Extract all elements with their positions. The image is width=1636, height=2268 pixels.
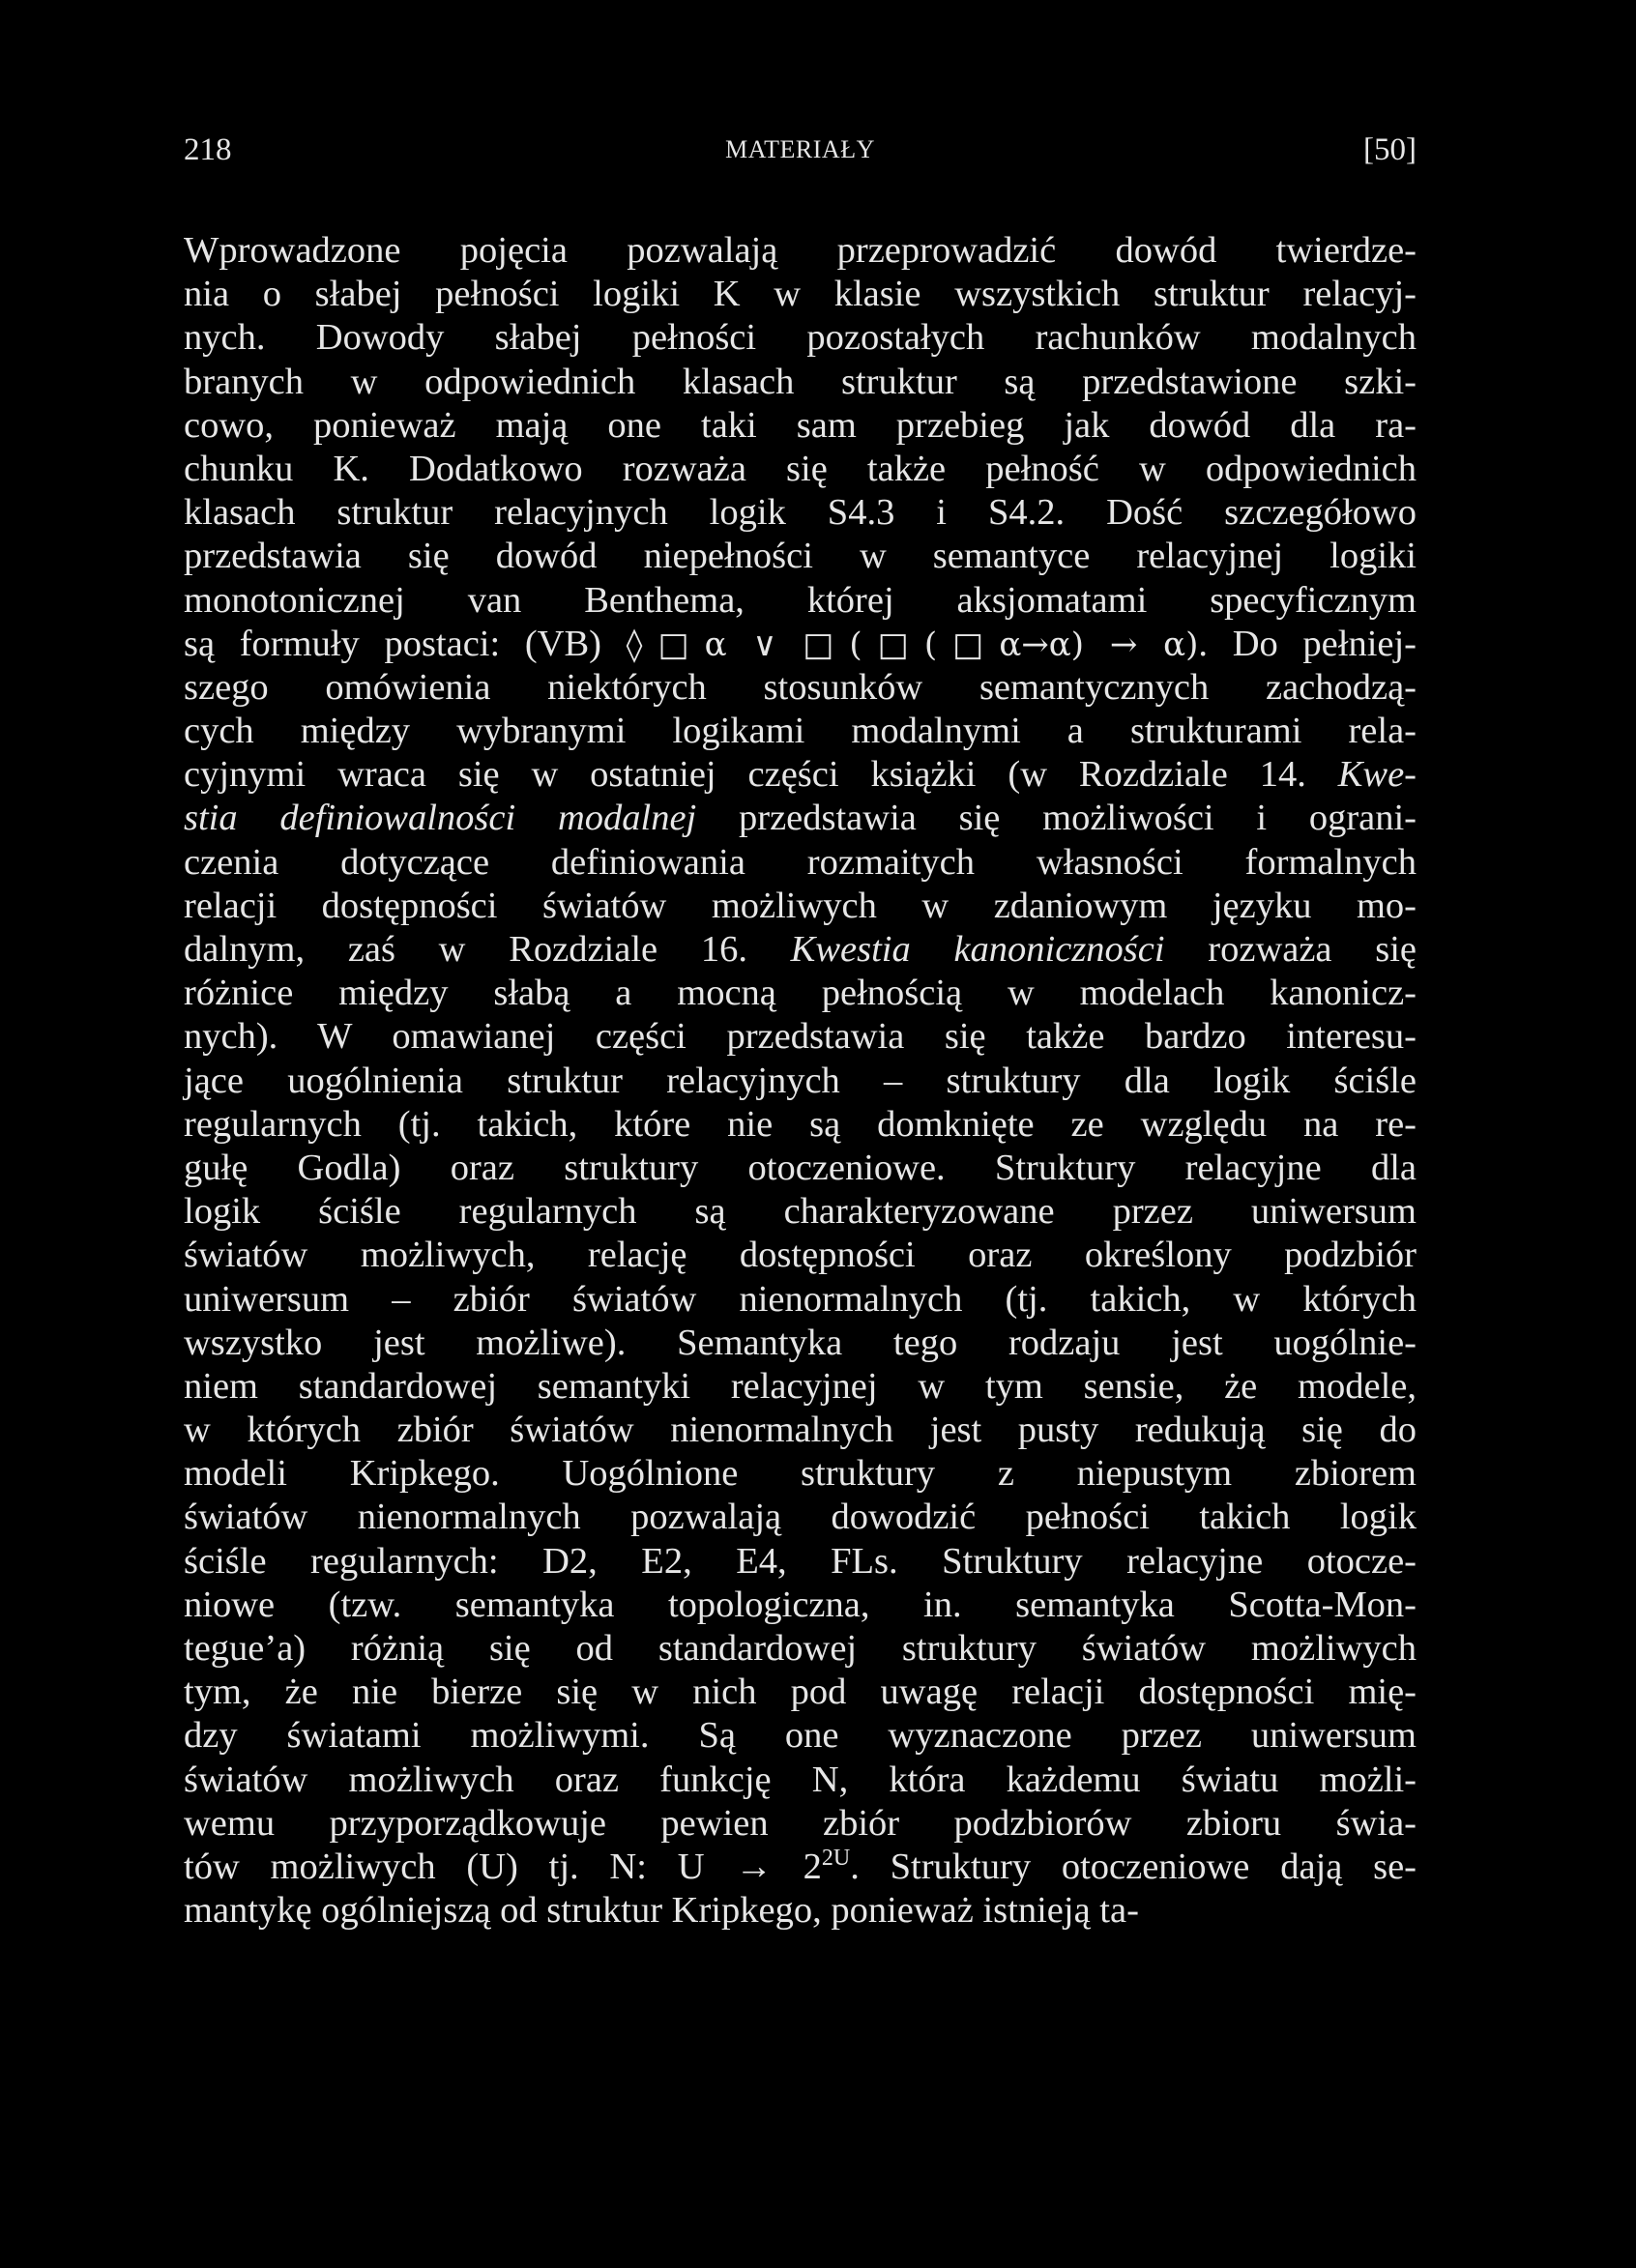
text-line: ściśle regularnych: D2, E2, E4, FLs. Struktury relacyjne otocze- [184,1540,1417,1582]
superscript: 2U [821,1846,851,1872]
text-line: nych). W omawianej części przedstawia się także bardzo interesu- [184,1016,1417,1058]
text-line: klasach struktur relacyjnych logik S4.3 i S4.2. Dość szczegółowo [184,492,1417,534]
text-line: relacji dostępności światów możliwych w zdaniowym języku mo- [184,885,1417,926]
text-line: światów możliwych, relację dostępności oraz określony podzbiór [184,1235,1417,1276]
text-line: tegue’a) różnią się od standardowej struktury światów możliwych [184,1628,1417,1669]
text-line: czenia dotyczące definiowania rozmaitych własności formalnych [184,841,1417,883]
text-line: niem standardowej semantyki relacyjnej w tym sensie, że modele, [184,1365,1417,1407]
page-header [184,126,1417,174]
text-line [184,797,1417,840]
text-line: cych między wybranymi logikami modalnymi a strukturami rela- [184,711,1417,752]
text-line: modeli Kripkego. Uogólnione struktury z niepustym zbiorem [184,1453,1417,1495]
text-segment: cyjnymi wraca się w ostatniej części książki (w Rozdziale 14. [184,754,1338,796]
running-head: MATERIAŁY [725,135,875,163]
text-segment: przedstawia się możliwości i ograni- [696,798,1417,839]
text-line: chunku K. Dodatkowo rozważa się także pełność w odpowiednich [184,448,1417,489]
text-segment: dalnym, zaś w Rozdziale 16. [184,929,791,970]
italic-text: stia definiowalności modalnej [184,798,697,839]
text-line [184,928,1417,972]
text-line [184,623,1417,666]
page-number: 218 [184,132,232,167]
text-segment: rozważa się [1164,929,1417,970]
text-line [184,753,1417,797]
section-reference: [50] [1363,132,1417,167]
text-segment: tów możliwych (U) tj. N: U → 2 [184,1846,822,1887]
text-line: gułę Godla) oraz struktury otoczeniowe. Struktury relacyjne dla [184,1147,1417,1188]
text-line: w których zbiór światów nienormalnych jest pusty redukują się do [184,1410,1417,1451]
text-segment: . Do pełniej- [1198,623,1417,664]
text-line: tym, że nie bierze się w nich pod uwagę relacji dostępności mię- [184,1672,1417,1713]
text-line: mantykę ogólniejszą od struktur Kripkego, ponieważ istnieją ta- [184,1890,1139,1932]
text-line: cowo, ponieważ mają one taki sam przebieg jak dowód dla ra- [184,404,1417,446]
text-line: regularnych (tj. takich, które nie są domknięte ze względu na re- [184,1103,1417,1145]
formula: ◊□α ∨ □(□(□α→α) → α) [626,625,1199,664]
text-line: jące uogólnienia struktur relacyjnych – struktury dla logik ściśle [184,1060,1417,1101]
text-line: światów możliwych oraz funkcję N, która każdemu światu możli- [184,1759,1417,1800]
text-line: branych w odpowiednich klasach struktur są przedstawione szki- [184,361,1417,402]
text-line: logik ściśle regularnych są charakteryzowane przez uniwersum [184,1191,1417,1233]
text-line [184,1846,1417,1889]
body-text [184,229,1417,1933]
text-line: nia o słabej pełności logiki K w klasie wszystkich struktur relacyj- [184,274,1417,315]
text-line: Wprowadzone pojęcia pozwalają przeprowadzić dowód twierdze- [184,230,1417,271]
text-line: wemu przyporządkowuje pewien zbiór podzbiorów zbioru świa- [184,1802,1417,1844]
text-line: uniwersum – zbiór światów nienormalnych (tj. takich, w których [184,1278,1417,1320]
text-line: wszystko jest możliwe). Semantyka tego rodzaju jest uogólnie- [184,1322,1417,1363]
text-line: szego omówienia niektórych stosunków semantycznych zachodzą- [184,666,1417,708]
text-line: różnice między słabą a mocną pełnością w modelach kanonicz- [184,973,1417,1014]
text-line: światów nienormalnych pozwalają dowodzić pełności takich logik [184,1497,1417,1538]
text-line: przedstawia się dowód niepełności w semantyce relacyjnej logiki [184,536,1417,577]
text-line: monotonicznej van Benthema, której aksjomatami specyficznym [184,579,1417,621]
text-line: niowe (tzw. semantyka topologiczna, in. semantyka Scotta-Mon- [184,1584,1417,1625]
text-line: nych. Dowody słabej pełności pozostałych rachunków modalnych [184,317,1417,359]
italic-text: Kwestia kanoniczności [790,929,1165,970]
text-segment: . Struktury otoczeniowe dają se- [850,1846,1417,1887]
text-segment: są formuły postaci: (VB) [184,623,627,664]
text-line: dzy światami możliwymi. Są one wyznaczone przez uniwersum [184,1715,1417,1757]
italic-text: Kwe- [1337,754,1417,796]
